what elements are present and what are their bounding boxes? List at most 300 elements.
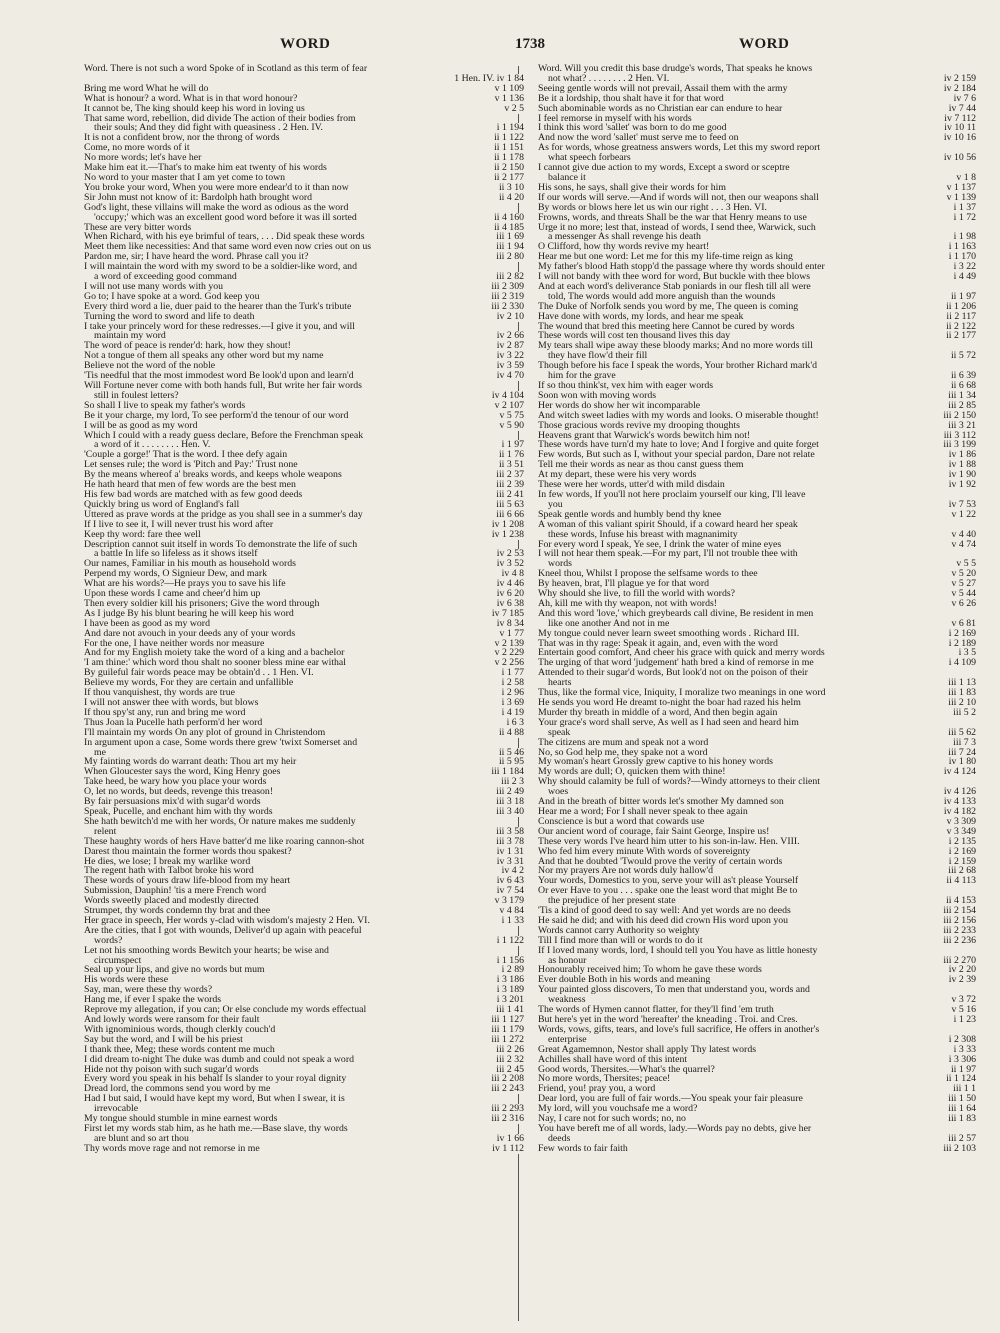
play-reference: iii 7 3 [953, 737, 976, 748]
play-reference: iii 1 41 [496, 1005, 524, 1015]
quotation-text: By fair persuasions mix'd with sugar'd words [84, 797, 261, 807]
quotation-text: Come, no more words of it [84, 143, 190, 154]
quotation-text: The regent hath with Talbot broke his word [84, 866, 254, 877]
play-reference: iii 2 26 [496, 1044, 524, 1055]
quotation-text: No more words, Thersites; peace! [538, 1074, 671, 1085]
play-reference: v 5 75 [499, 410, 524, 421]
play-reference: iii 1 64 [948, 1104, 976, 1115]
play-reference: iv 4 133 [943, 797, 976, 807]
quotation-text: a messenger As shall revenge his death [548, 232, 701, 243]
entry-line [538, 331, 976, 341]
play-reference: iii 2 319 [491, 291, 524, 302]
entry-line [84, 866, 524, 876]
quotation-text: Which I could with a ready guess declare, Before the Frenchman speak [84, 430, 364, 441]
entry-line [538, 708, 976, 718]
play-reference: ii 1 76 [498, 450, 524, 461]
quotation-text: Friend, you! pray you, a word [538, 1084, 656, 1095]
quotation-text: Urge it no more; lest that, instead of words, I send thee, Warwick, such [538, 222, 816, 233]
quotation-text: A woman of this valiant spirit Should, if a coward heard her speak [538, 519, 798, 530]
entry-line [538, 817, 976, 827]
play-reference: iii 3 78 [496, 836, 524, 847]
quotation-text: maintain my word [94, 331, 166, 342]
entry-line [84, 123, 524, 133]
quotation-text: Her words do show her wit incomparable [538, 400, 701, 411]
quotation-text: Murder thy breath in middle of a word, And then begin again [538, 707, 778, 718]
play-reference: i 3 5 [958, 648, 976, 659]
entry-line [538, 84, 976, 94]
play-reference: ii 4 153 [946, 896, 976, 907]
play-reference: iii 2 330 [491, 301, 524, 312]
quotation-text: balance it [548, 172, 586, 183]
entry-line [84, 609, 524, 619]
header-right-word: WORD [739, 36, 790, 52]
play-reference: i 2 96 [501, 688, 524, 698]
quotation-text: Had I but said, I would have kept my word, But when I swear, it is [84, 1094, 345, 1105]
quotation-text: That was in thy rage: Speak it again, and, even with the word [538, 638, 778, 649]
play-reference: iv 10 56 [943, 153, 976, 164]
quotation-text: Sir John must not know of it: Bardolph hath brought word [84, 192, 313, 203]
entry-line [538, 926, 976, 936]
play-reference: iv 2 66 [496, 331, 524, 342]
play-reference: ii 4 88 [498, 727, 524, 738]
play-reference: iii 2 236 [943, 935, 976, 946]
entry-line [84, 490, 524, 500]
quotation-text: I thank thee, Meg; these words content me much [84, 1044, 275, 1055]
play-reference: i 1 77 [501, 668, 524, 679]
entry-line [84, 589, 524, 599]
play-reference: iv 4 8 [501, 569, 524, 580]
quotation-text: I think this word 'sallet' was born to do me good [538, 123, 727, 134]
quotation-text: Strumpet, thy words condemn thy brat and thee [84, 906, 271, 916]
quotation-text: Tell me their words as near as thou canst guess them [538, 460, 744, 471]
entry-line [538, 787, 976, 797]
quotation-text: Be it your charge, my lord, To see perform'd the tenour of our word [84, 410, 349, 421]
quotation-text: Such abominable words as no Christian ear can endure to hear [538, 103, 783, 114]
entry-line [84, 322, 524, 332]
quotation-text: As for words, whose greatness answers words, Let this my sword report [538, 143, 821, 154]
quotation-text: For the one, I have neither words nor measure [84, 638, 265, 649]
play-reference: v 1 139 [946, 192, 976, 203]
entry-line [84, 470, 524, 480]
quotation-text: words [548, 559, 572, 570]
entry-line [538, 797, 976, 807]
quotation-text: told, The words would add more anguish than the wounds [548, 291, 776, 302]
entry-line [538, 757, 976, 767]
entry-line [538, 1035, 976, 1045]
play-reference: iii 2 80 [496, 252, 524, 263]
entry-line [538, 183, 976, 193]
entry-line [84, 946, 524, 956]
play-reference: v 3 349 [946, 826, 976, 837]
entry-line [84, 1045, 524, 1055]
quotation-text: Thus Joan la Pucelle hath perform'd her word [84, 717, 263, 728]
quotation-text: 'Tis needful that the most immodest word Be look'd upon and learn'd [84, 371, 354, 381]
play-reference: i 1 163 [948, 242, 976, 253]
entry-line [538, 985, 976, 995]
quotation-text: Reprove my allegation, if you can; Or else conclude my words effectual [84, 1005, 367, 1015]
play-reference: ii 2 122 [946, 321, 976, 332]
quotation-text: If I live to see it, I will never trust his word after [84, 519, 274, 530]
play-reference: ii 1 124 [946, 1074, 976, 1085]
entry-line [538, 648, 976, 658]
entry-line [84, 143, 524, 153]
quotation-text: a word of exceeding good command [94, 272, 237, 282]
play-reference: i 4 49 [953, 272, 976, 282]
play-reference: iv 1 112 [492, 1143, 524, 1154]
entry-line [84, 569, 524, 579]
entry-line [538, 906, 976, 916]
quotation-text: circumspect [94, 955, 142, 966]
entry-line [84, 421, 524, 431]
quotation-text: irrevocable [94, 1104, 139, 1115]
play-reference: i 2 89 [501, 965, 524, 976]
play-reference: iv 1 31 [496, 846, 524, 857]
entry-line [538, 232, 976, 242]
quotation-text: The urging of that word 'judgement' hath bred a kind of remorse in me [538, 658, 814, 669]
entry-line [538, 837, 976, 847]
entry-line [84, 520, 524, 530]
quotation-text: The citizens are mum and speak not a word [538, 737, 709, 748]
entry-line [84, 748, 524, 758]
entry-line [84, 84, 524, 94]
play-reference: ii 1 206 [946, 301, 976, 312]
entry-line [84, 936, 524, 946]
play-reference: iii 3 21 [948, 420, 976, 431]
play-reference: iv 4 182 [943, 806, 976, 817]
quotation-text: By guileful fair words peace may be obtain'd . . 1 Hen. VI. [84, 668, 314, 679]
entry-line [84, 223, 524, 233]
entry-line [538, 678, 976, 688]
play-reference: iv 7 53 [948, 499, 976, 510]
entry-line [84, 807, 524, 817]
entry-line [538, 688, 976, 698]
play-reference: iii 1 184 [491, 767, 524, 778]
play-reference: ii 3 51 [498, 460, 524, 471]
quotation-text: Dear lord, you are full of fair words.—You speak your fair pleasure [538, 1094, 803, 1105]
play-reference: iii 5 2 [953, 707, 976, 718]
entry-line [538, 163, 976, 173]
play-reference: ii 2 150 [494, 163, 524, 173]
play-reference: ii 1 122 [494, 133, 524, 144]
quotation-text: I will not answer thee with words, but blows [84, 698, 259, 708]
quotation-text: 'Couple a gorge!' That is the word. I thee defy again [84, 450, 288, 461]
play-reference: iv 4 124 [943, 767, 976, 778]
entry-line [538, 341, 976, 351]
play-reference: iii 2 316 [491, 1114, 524, 1124]
play-reference: i 2 135 [948, 836, 976, 847]
entry-line [538, 252, 976, 262]
quotation-text: With ignominious words, though clerkly couch'd [84, 1024, 276, 1035]
entry-line [538, 223, 976, 233]
quotation-text: I will be as good as my word [84, 420, 198, 431]
entry-line [84, 708, 524, 718]
quotation-text: Make him eat it.—That's to make him eat twenty of his words [84, 163, 327, 173]
play-reference: v 3 72 [951, 995, 976, 1006]
quotation-text: what speech forbears [548, 153, 631, 164]
entry-line [84, 1065, 524, 1075]
play-reference: iv 1 66 [496, 1133, 524, 1144]
entry-line [538, 549, 976, 559]
quotation-text: But here's yet in the word 'hereafter' the kneading . Troi. and Cres. [538, 1015, 798, 1025]
quotation-text: like one another And not in me [548, 618, 670, 629]
quotation-text: O Clifford, how thy words revive my heart! [538, 242, 710, 253]
quotation-text: Your grace's word shall serve, As well as I had seen and heard him [538, 717, 799, 728]
entry-line [538, 520, 976, 530]
quotation-text: No more words; let's have her [84, 153, 202, 164]
entry-line [84, 540, 524, 550]
play-reference: ii 2 117 [946, 311, 976, 322]
play-reference: v 5 44 [951, 589, 976, 599]
entry-line [538, 421, 976, 431]
play-reference: iii 1 69 [496, 232, 524, 243]
entry-line [538, 767, 976, 777]
entry-line [538, 411, 976, 421]
entry-line [538, 242, 976, 252]
quotation-text: In argument upon a case, Some words there grew 'twixt Somerset and [84, 737, 358, 748]
entry-line [84, 1104, 524, 1114]
entry-line [538, 559, 976, 569]
quotation-text: These words have turn'd my hate to love; And I forgive and quite forget [538, 440, 819, 451]
quotation-text: She hath bewitch'd me with her words, Or nature makes me suddenly [84, 816, 356, 827]
play-reference: iii 2 57 [948, 1133, 976, 1144]
quotation-text: a battle In life so lifeless as it shows itself [94, 549, 258, 560]
quotation-text: If so thou think'st, vex him with eager words [538, 381, 714, 391]
quotation-text: The Duke of Norfolk sends you word by me, The queen is coming [538, 301, 799, 312]
left-column [84, 64, 524, 1154]
play-reference: ii 1 97 [950, 1064, 976, 1075]
quotation-text: Thus, like the formal vice, Iniquity, I moralize two meanings in one word [538, 688, 826, 698]
quotation-text: His sons, he says, shall give their words for him [538, 182, 727, 193]
entry-line [84, 203, 524, 213]
entry-line [84, 757, 524, 767]
entry-line [538, 658, 976, 668]
quotation-text: I feel remorse in myself with his words [538, 113, 692, 124]
play-reference: ii 5 95 [498, 757, 524, 768]
play-reference: iii 3 58 [496, 826, 524, 837]
play-reference: v 1 137 [946, 182, 976, 193]
quotation-text: Why should calamity be full of words?—Windy attorneys to their client [538, 777, 821, 788]
quotation-text: By the means whereof a' breaks words, and keeps whole weapons [84, 470, 342, 481]
entry-line [84, 629, 524, 639]
quotation-text: Keep thy word: fare thee well [84, 529, 201, 540]
entry-line [84, 1005, 524, 1015]
play-reference: ii 6 39 [950, 371, 976, 381]
play-reference: iv 2 184 [943, 83, 976, 94]
quotation-text: No word to your master that I am yet come to town [84, 172, 286, 183]
quotation-text: Soon won with moving words [538, 390, 657, 401]
entry-line [538, 847, 976, 857]
entry-line [84, 876, 524, 886]
quotation-text: Kneel thou, Whilst I propose the selfsame words to thee [538, 569, 758, 580]
entry-line [84, 837, 524, 847]
quotation-text: Seeing gentle words will not prevail, Assail them with the army [538, 83, 788, 94]
entry-line [84, 1134, 524, 1144]
play-reference: iv 6 43 [496, 876, 524, 887]
play-reference: i 1 98 [953, 232, 976, 243]
play-reference: i 3 306 [948, 1054, 976, 1065]
quotation-text: Be it a lordship, thou shalt have it for that word [538, 93, 724, 104]
entry-line [84, 619, 524, 629]
play-reference: i 4 19 [501, 707, 524, 718]
play-reference: ii 4 20 [498, 192, 524, 203]
quotation-text: His few bad words are matched with as few good deeds [84, 489, 303, 500]
entry-line [538, 401, 976, 411]
entry-line [538, 589, 976, 599]
play-reference: iv 7 6 [953, 93, 976, 104]
entry-line [84, 1114, 524, 1124]
quotation-text: Hang me, if ever I spake the words [84, 995, 222, 1006]
quotation-text: He hath heard that men of few words are the best men [84, 480, 296, 490]
play-reference: iii 3 18 [496, 797, 524, 807]
entry-line [84, 599, 524, 609]
play-reference: iv 7 112 [944, 113, 976, 124]
quotation-text: Why should she live, to fill the world with words? [538, 589, 735, 599]
play-reference: ii 5 72 [950, 351, 976, 362]
entry-line [538, 1084, 976, 1094]
play-reference: iii 5 62 [948, 727, 976, 738]
entry-line [538, 262, 976, 272]
quotation-text: deeds [548, 1133, 571, 1144]
play-reference: iii 2 68 [948, 866, 976, 877]
quotation-text: a word of it . . . . . . . . Hen. V. [94, 440, 211, 451]
quotation-text: You broke your word, When you were more endear'd to it than now [84, 182, 349, 193]
quotation-text: their souls; And they did fight with queasiness . 2 Hen. IV. [94, 123, 323, 134]
entry-line [538, 639, 976, 649]
play-reference: iii 2 154 [943, 906, 976, 916]
quotation-text: My fainting words do warrant death: Thou art my heir [84, 757, 297, 768]
entry-line [84, 777, 524, 787]
entry-line [538, 510, 976, 520]
entry-line [84, 668, 524, 678]
play-reference: iii 1 1 [953, 1084, 976, 1095]
quotation-text: Till I find more than will or words to do it [538, 935, 703, 946]
play-reference: iii 2 103 [943, 1143, 976, 1154]
quotation-text: 'I am thine:' which word thou shalt no sooner bless mine ear withal [84, 658, 347, 669]
entry-line [84, 381, 524, 391]
quotation-text: Her grace in speech, Her words y-clad with wisdom's majesty 2 Hen. VI. [84, 915, 370, 926]
play-reference: v 5 90 [499, 420, 524, 431]
entry-line [84, 1035, 524, 1045]
play-reference: iv 3 22 [496, 351, 524, 362]
quotation-text: Let senses rule; the word is 'Pitch and Pay:' Trust none [84, 460, 298, 471]
quotation-text: I cannot give due action to my words, Except a sword or sceptre [538, 163, 790, 173]
quotation-text: Quickly bring us word of England's fall [84, 499, 240, 510]
entry-line [538, 431, 976, 441]
entry-line [84, 926, 524, 936]
play-reference: i 3 189 [496, 985, 524, 996]
quotation-text: Who fed him every minute With words of sovereignty [538, 846, 751, 857]
play-reference: iii 2 10 [948, 698, 976, 708]
quotation-text: Believe my words, For they are certain and unfallible [84, 678, 294, 689]
quotation-text: And lowly words were ransom for their fault [84, 1015, 260, 1025]
entry-line [538, 579, 976, 589]
entry-line [84, 698, 524, 708]
play-reference: v 1 77 [499, 628, 524, 639]
play-reference: v 2 256 [494, 658, 524, 669]
entry-line [84, 440, 524, 450]
entry-line [84, 1124, 524, 1134]
quotation-text: My father's blood Hath stopp'd the passage where thy words should enter [538, 262, 825, 273]
entry-line [84, 391, 524, 401]
play-reference: iv 6 38 [496, 598, 524, 609]
play-reference: i 1 23 [953, 1015, 976, 1025]
entry-line [84, 648, 524, 658]
play-reference: iv 2 53 [496, 549, 524, 560]
entry-line [538, 1005, 976, 1015]
quotation-text: not what? . . . . . . . . 2 Hen. VI. [548, 73, 670, 84]
quotation-text: Few words, But such as I, without your special pardon, Dare not relate [538, 450, 815, 461]
entry-line [84, 133, 524, 143]
quotation-text: He dies, we lose; I break my warlike word [84, 856, 251, 867]
entry-line [538, 470, 976, 480]
quotation-text: What is honour? a word. What is in that word honour? [84, 93, 298, 104]
play-reference: iii 1 83 [948, 688, 976, 698]
play-reference: iii 1 127 [491, 1015, 524, 1025]
quotation-text: If I loved many words, lord, I should tell you You have as little honesty [538, 945, 818, 956]
play-reference: iv 8 34 [496, 618, 524, 629]
play-reference: iii 1 94 [496, 242, 524, 253]
quotation-text: I take your princely word for these redresses.—I give it you, and will [84, 321, 355, 332]
entry-line [84, 738, 524, 748]
quotation-text: For every word I speak, Ye see, I drink the water of mine eyes [538, 539, 782, 550]
quotation-text: I did dream to-night The duke was dumb and could not speak a word [84, 1054, 354, 1065]
entry-line [84, 450, 524, 460]
entry-line [538, 480, 976, 490]
entry-line [538, 193, 976, 203]
quotation-text: Nay, I care not for such words; no, no [538, 1114, 686, 1124]
play-reference: iv 3 59 [496, 361, 524, 372]
entry-line [84, 74, 524, 84]
entry-line [84, 767, 524, 777]
entry-line [84, 1094, 524, 1104]
quotation-text: Conscience is but a word that cowards use [538, 816, 705, 827]
entry-line [538, 886, 976, 896]
quotation-text: you [548, 499, 563, 510]
quotation-text: weakness [548, 995, 586, 1006]
play-reference: i 2 169 [948, 628, 976, 639]
entry-line [84, 242, 524, 252]
quotation-text: woes [548, 787, 569, 798]
play-reference: v 4 40 [951, 529, 976, 540]
play-reference: iii 1 179 [491, 1024, 524, 1035]
entry-line [84, 1055, 524, 1065]
entry-line [538, 807, 976, 817]
quotation-text: These words will cost ten thousand lives this day [538, 331, 731, 342]
entry-line [84, 371, 524, 381]
quotation-text: Description cannot suit itself in words To demonstrate the life of such [84, 539, 358, 550]
quotation-text: As I judge By his blunt bearing he will keep his word [84, 608, 294, 619]
entry-line [538, 490, 976, 500]
entry-line [84, 401, 524, 411]
play-reference: v 1 22 [951, 509, 976, 520]
play-reference: v 5 16 [951, 1005, 976, 1015]
entry-line [538, 292, 976, 302]
entry-line [84, 232, 524, 242]
quotation-text: These words of yours draw life-blood from my heart [84, 876, 291, 887]
quotation-text: Ah, kill me with thy weapon, not with words! [538, 598, 718, 609]
quotation-text: His words were these [84, 975, 169, 986]
entry-line [84, 173, 524, 183]
entry-line [84, 1015, 524, 1025]
quotation-text: Good words, Thersites.—What's the quarrel? [538, 1064, 715, 1075]
quotation-text: Frowns, words, and threats Shall be the war that Henry means to use [538, 212, 807, 223]
quotation-text: Those gracious words revive my drooping thoughts [538, 420, 740, 431]
entry-line [538, 896, 976, 906]
play-reference: iii 2 150 [943, 410, 976, 421]
play-reference: v 5 20 [951, 569, 976, 580]
play-reference: iii 1 13 [948, 678, 976, 689]
play-reference: v 2 229 [494, 648, 524, 659]
